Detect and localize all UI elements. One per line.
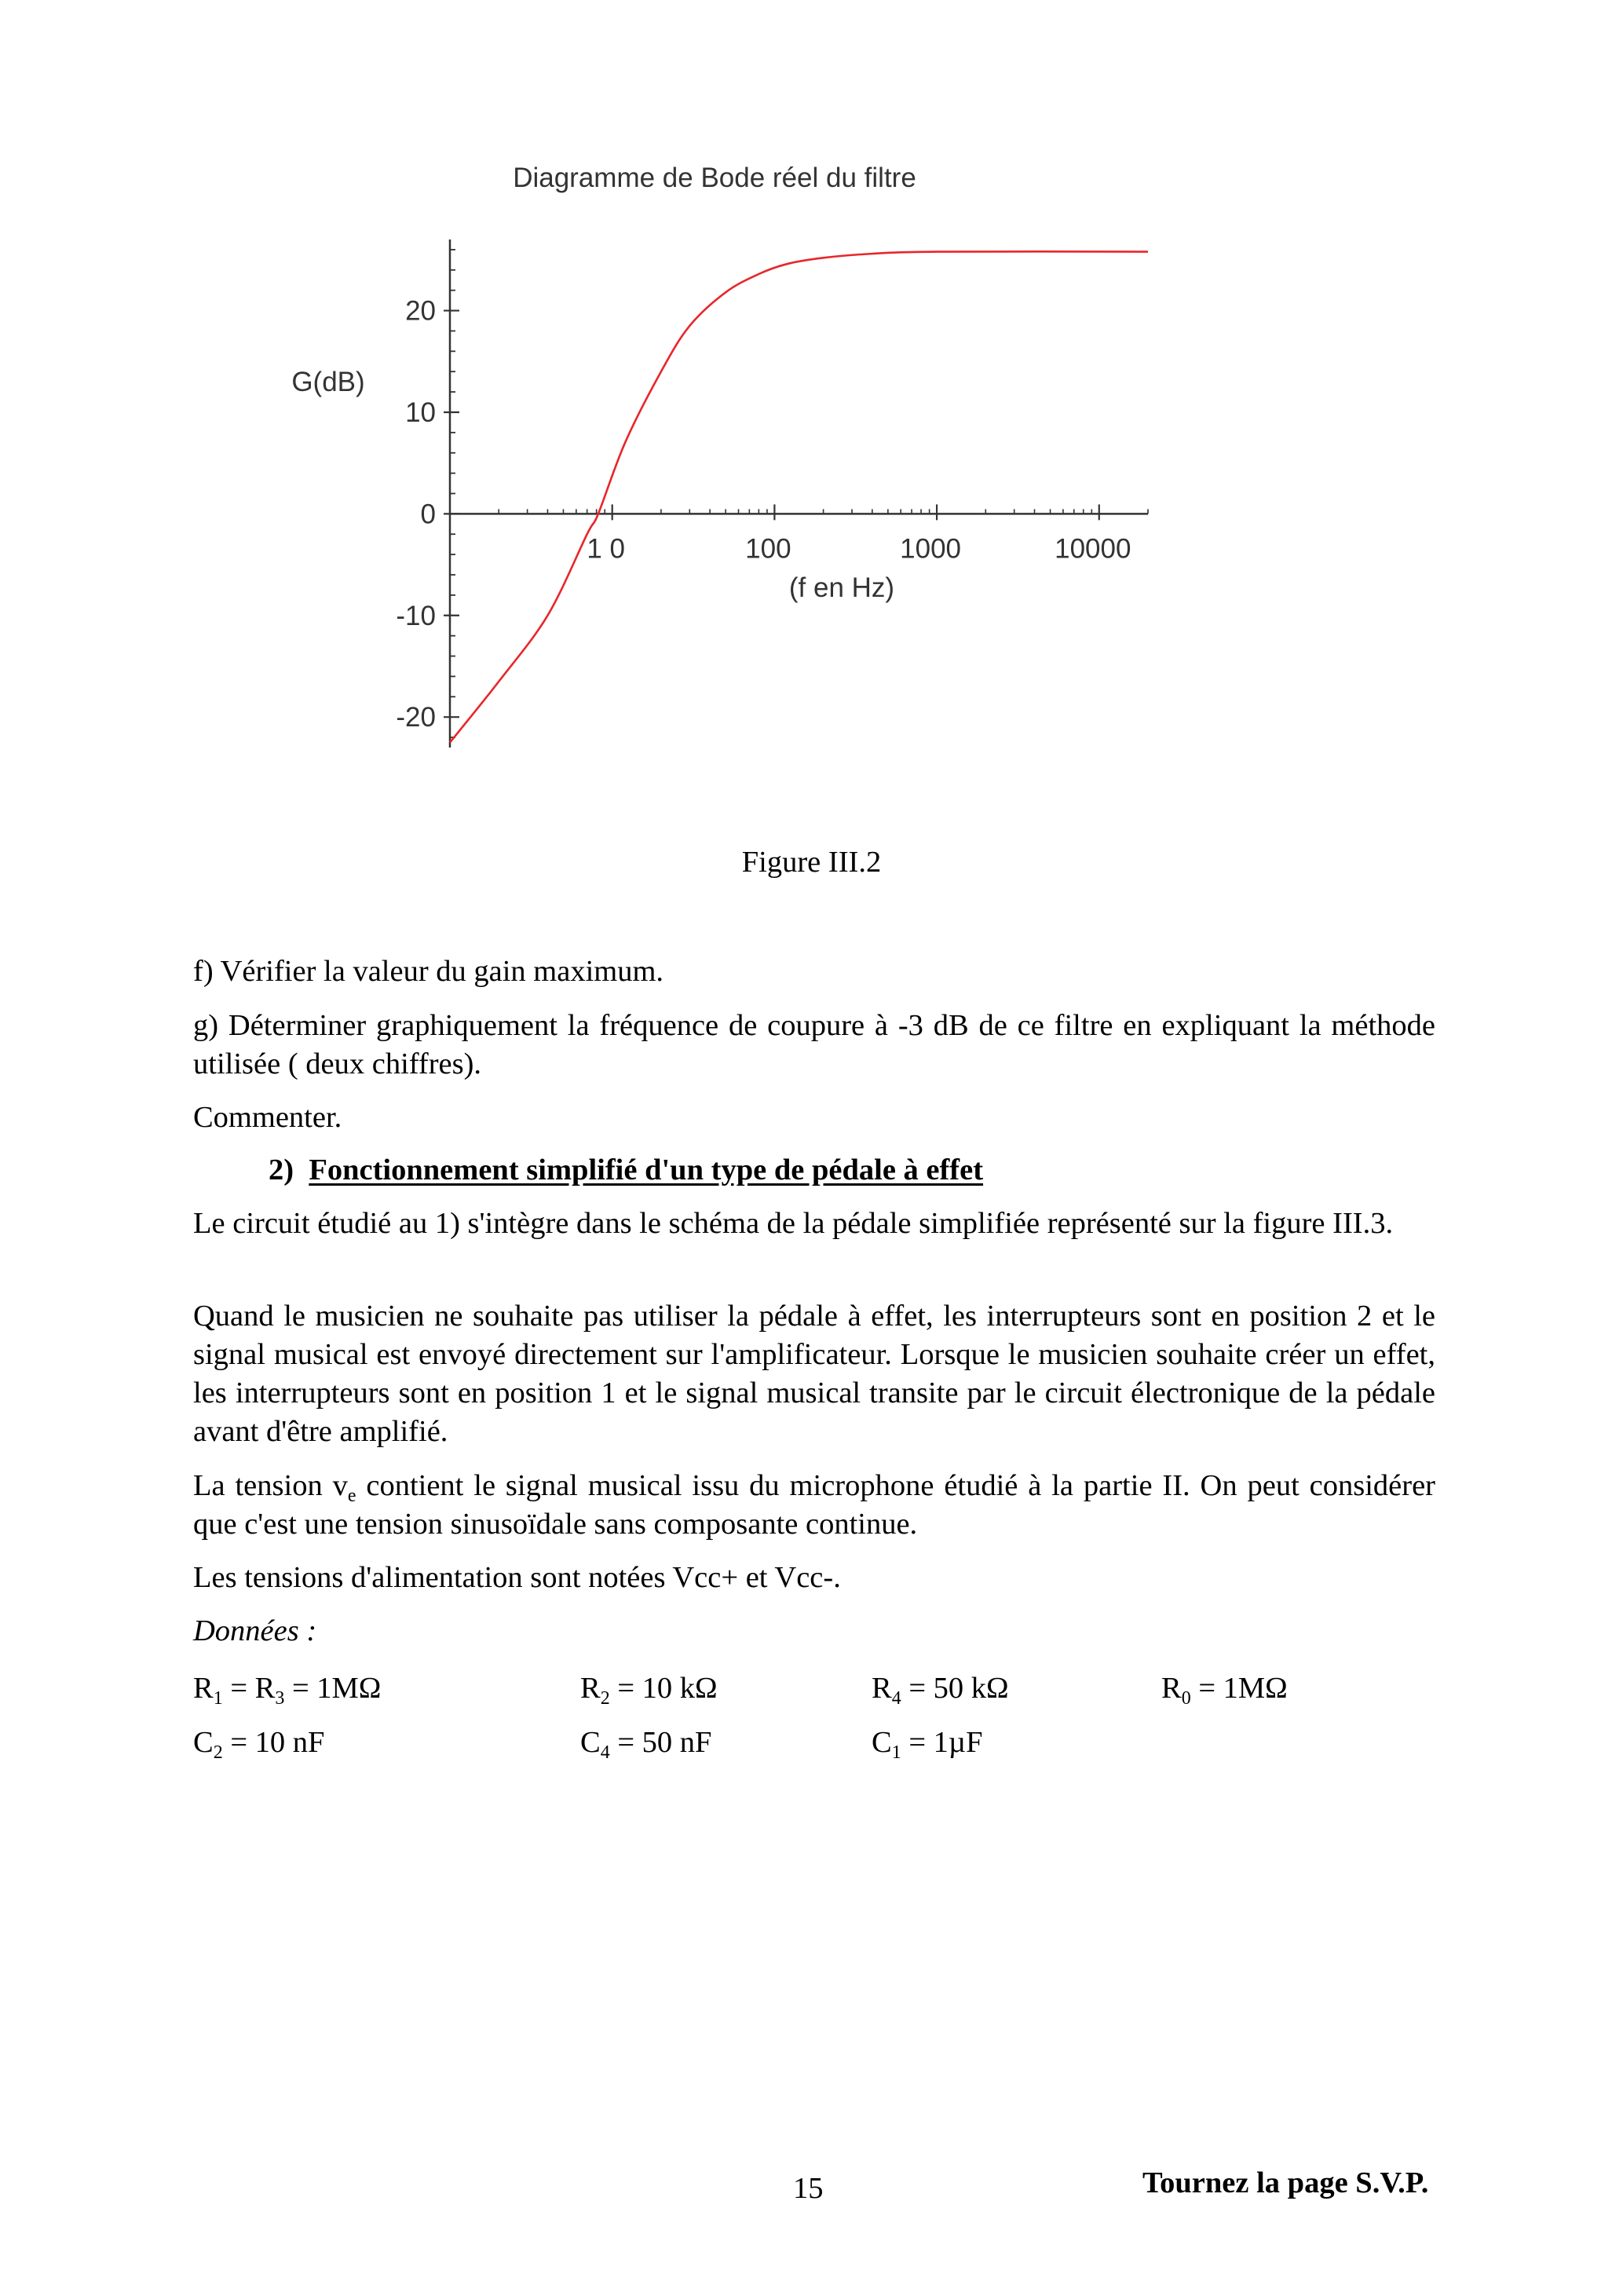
section-title-text: Fonctionnement simplifié d'un type de pédale à effet <box>309 1153 984 1186</box>
c4-sub: 4 <box>600 1742 610 1763</box>
r2-sub: 2 <box>600 1688 610 1709</box>
paragraph-switches: Quand le musicien ne souhaite pas utiliser la pédale à effet, les interrupteurs sont en position 2 et le signal musical est envoyé directement sur l'amplificateur. Lorsque le musicien souhaite créer un effet, les interrupteurs sont en position 1 et le signal musical transite par le circuit électronique de la pédale avant d'être amplifié. <box>193 1300 1435 1448</box>
paragraph-alimentation: Les tensions d'alimentation sont notées Vcc+ et Vcc-. <box>193 1561 841 1594</box>
y-tick-label: 10 <box>405 397 436 428</box>
r1-r3-value: = 1MΩ <box>284 1672 382 1705</box>
bode-chart <box>0 0 1623 801</box>
question-comment: Commenter. <box>193 1101 342 1134</box>
r4-letter: R <box>872 1672 892 1705</box>
chart-axes <box>450 239 1148 748</box>
r2-letter: R <box>580 1672 601 1705</box>
c2-value: = 10 nF <box>222 1726 325 1759</box>
r4-sub: 4 <box>891 1688 901 1709</box>
paragraph-circuit: Le circuit étudié au 1) s'intègre dans le schéma de la pédale simplifiée représenté sur la figure III.3. <box>193 1207 1394 1240</box>
y-tick-label: 20 <box>405 295 436 327</box>
x-tick-label: 100 <box>745 533 791 565</box>
figure-caption: Figure III.2 <box>741 846 882 879</box>
value-c2 <box>193 1724 324 1762</box>
c1-letter: C <box>872 1726 892 1759</box>
r1-sub: 1 <box>213 1688 223 1709</box>
c1-value: = 1µF <box>901 1726 983 1759</box>
value-c4 <box>580 1724 711 1762</box>
chart-title: Diagramme de Bode réel du filtre <box>513 163 916 193</box>
r2-value: = 10 kΩ <box>609 1672 718 1705</box>
x-tick-label: 1 0 <box>587 533 626 565</box>
r0-value: = 1MΩ <box>1190 1672 1288 1705</box>
x-ticks <box>499 504 1148 564</box>
c2-letter: C <box>193 1726 214 1759</box>
r4-value: = 50 kΩ <box>901 1672 1009 1705</box>
p3-after: contient le signal musical issu du microphone étudié à la partie II. On peut considérer que c'est une tension sinusoïdale sans composante continue. <box>193 1469 1435 1541</box>
value-r0 <box>1161 1669 1288 1708</box>
c1-sub: 1 <box>891 1742 901 1763</box>
series-line-G <box>450 251 1148 742</box>
value-r4 <box>872 1669 1009 1708</box>
x-axis-label: (f en Hz) <box>788 572 895 603</box>
chart-series <box>450 251 1148 742</box>
donnees-label: Données : <box>193 1614 317 1647</box>
question-g: g) Déterminer graphiquement la fréquence de coupure à -3 dB de ce filtre en expliquant la méthode utilisée ( deux chiffres). <box>193 1009 1435 1080</box>
x-tick-label: 10000 <box>1055 533 1131 565</box>
y-axis-label: G(dB) <box>291 367 365 397</box>
r3-letter: = R <box>222 1672 276 1705</box>
section-title <box>269 1151 983 1190</box>
value-r2 <box>580 1669 718 1708</box>
y-tick-label: -20 <box>396 702 436 733</box>
c2-sub: 2 <box>213 1742 223 1763</box>
section-number: 2) <box>269 1153 294 1186</box>
r1-letter: R <box>193 1672 214 1705</box>
p3-before: La tension v <box>193 1469 348 1502</box>
paragraph-tension <box>193 1467 1435 1544</box>
y-tick-label: -10 <box>396 600 436 631</box>
p3-sub: e <box>347 1486 356 1506</box>
c4-value: = 50 nF <box>609 1726 712 1759</box>
r0-letter: R <box>1161 1672 1182 1705</box>
value-r1-r3 <box>193 1669 381 1708</box>
page-number: 15 <box>793 2172 824 2205</box>
y-tick-label: 0 <box>420 499 436 530</box>
turn-page-note: Tournez la page S.V.P. <box>1142 2166 1429 2199</box>
value-c1 <box>872 1724 983 1762</box>
r0-sub: 0 <box>1181 1688 1191 1709</box>
r3-sub: 3 <box>275 1688 285 1709</box>
question-f: f) Vérifier la valeur du gain maximum. <box>193 955 664 988</box>
c4-letter: C <box>580 1726 601 1759</box>
x-tick-label: 1000 <box>900 533 962 565</box>
